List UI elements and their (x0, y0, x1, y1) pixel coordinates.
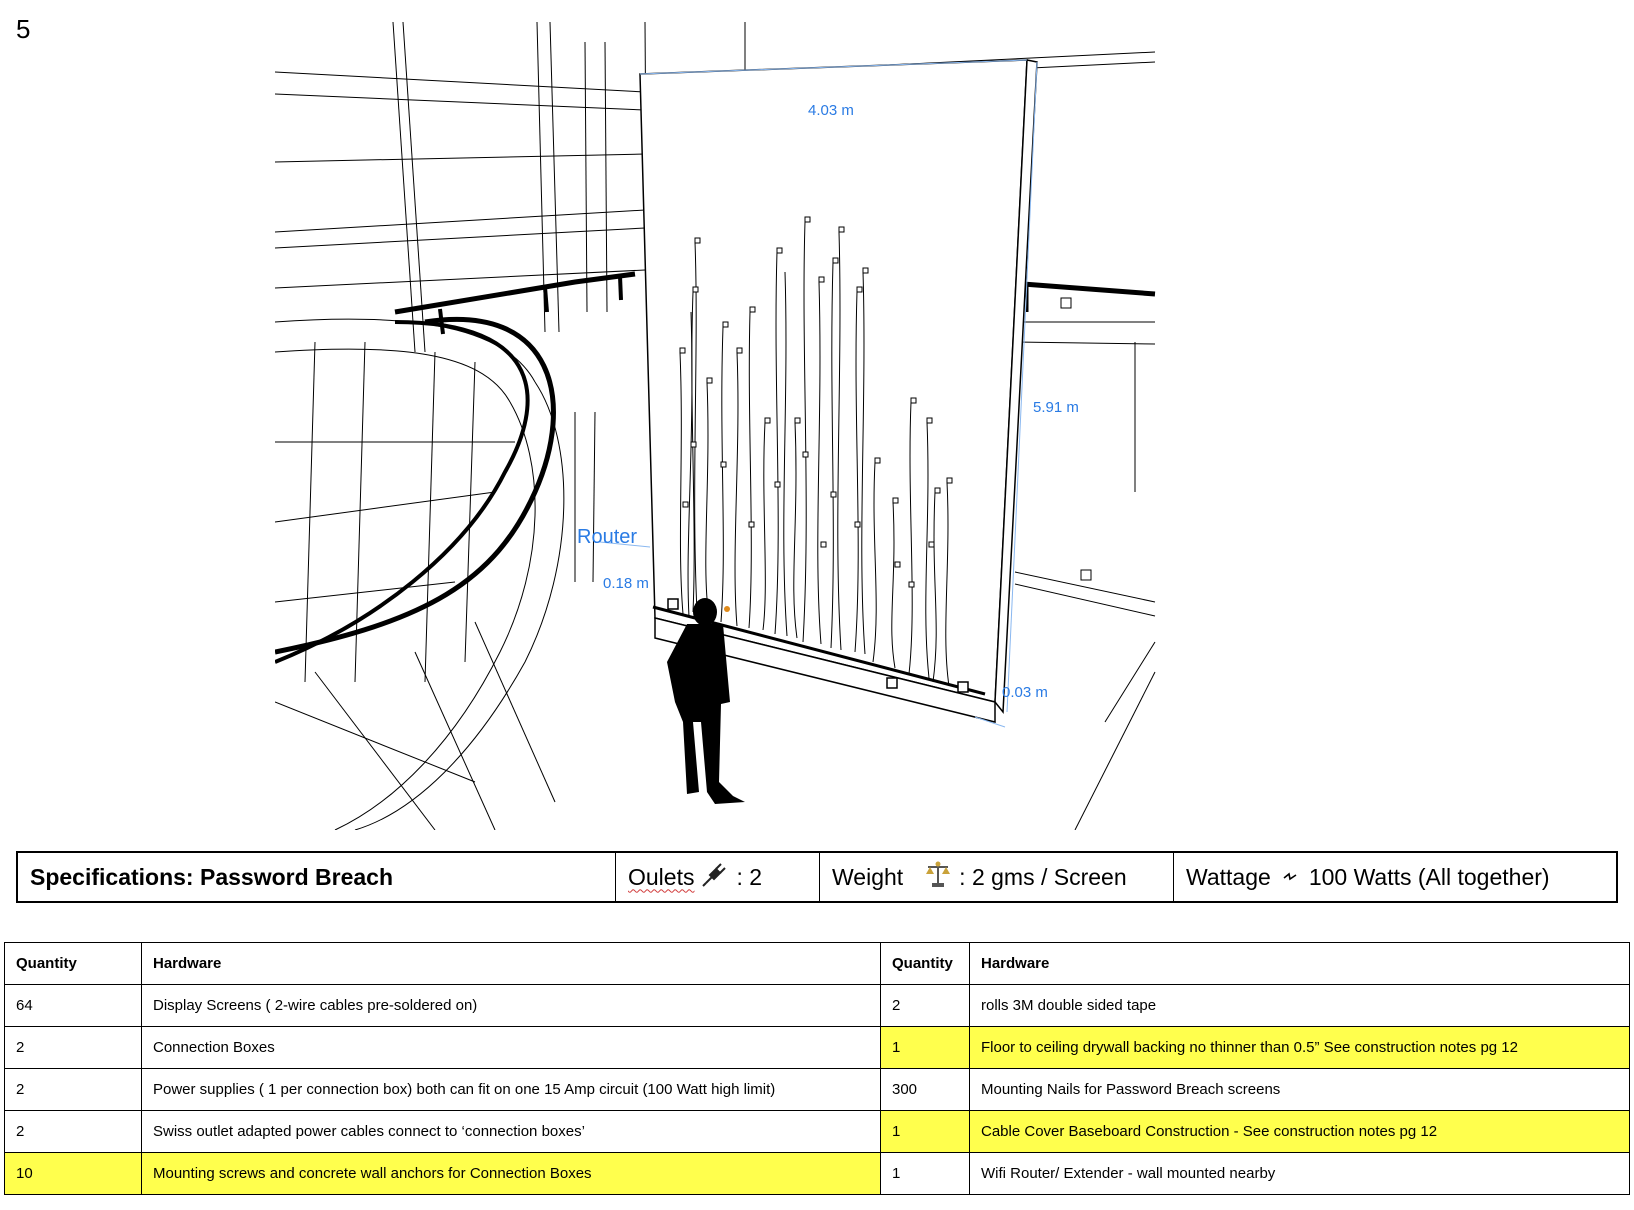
outlets-label: Oulets (628, 863, 695, 890)
hardware-cell: Power supplies ( 1 per connection box) both can fit on one 15 Amp circuit (100 Watt high limit) (142, 1069, 881, 1111)
plug-icon (702, 861, 728, 893)
router-label: Router (577, 526, 638, 548)
header-quantity: Quantity (881, 943, 970, 985)
table-header-row (5, 943, 1630, 985)
hardware-cell: Mounting Nails for Password Breach screens (970, 1069, 1630, 1111)
wattage-value: 100 Watts (All together) (1308, 863, 1550, 890)
spec-wattage (1174, 853, 1616, 901)
hardware-cell: rolls 3M double sided tape (970, 985, 1630, 1027)
weight-value: : 2 gms / Screen (959, 863, 1127, 890)
dim-depth-label: 0.03 m (1002, 684, 1048, 701)
spec-outlets (616, 853, 820, 901)
installation-render (275, 22, 1210, 830)
header-quantity: Quantity (5, 943, 142, 985)
header-hardware: Hardware (142, 943, 881, 985)
dim-height-label: 5.91 m (1033, 399, 1079, 416)
spec-title: Specifications: Password Breach (18, 853, 616, 901)
quantity-cell: 64 (5, 985, 142, 1027)
quantity-cell: 1 (881, 1111, 970, 1153)
quantity-cell: 10 (5, 1153, 142, 1195)
table-row (5, 1027, 1630, 1069)
dim-width-label: 4.03 m (808, 102, 854, 119)
quantity-cell: 2 (5, 1069, 142, 1111)
hardware-cell: Wifi Router/ Extender - wall mounted nearby (970, 1153, 1630, 1195)
hardware-cell: Connection Boxes (142, 1027, 881, 1069)
scale-icon (925, 860, 951, 894)
table-row (5, 1069, 1630, 1111)
dim-offset-label: 0.18 m (603, 575, 649, 592)
hardware-cell: Floor to ceiling drywall backing no thinner than 0.5” See construction notes pg 12 (970, 1027, 1630, 1069)
quantity-cell: 1 (881, 1027, 970, 1069)
quantity-cell: 1 (881, 1153, 970, 1195)
table-row (5, 1111, 1630, 1153)
hardware-cell: Cable Cover Baseboard Construction - See construction notes pg 12 (970, 1111, 1630, 1153)
router-marker (724, 606, 730, 612)
specifications-bar (16, 851, 1618, 903)
table-row (5, 985, 1630, 1027)
page-number: 5 (16, 14, 31, 44)
quantity-cell: 2 (881, 985, 970, 1027)
quantity-cell: 300 (881, 1069, 970, 1111)
hardware-cell: Display Screens ( 2-wire cables pre-soldered on) (142, 985, 881, 1027)
hardware-cell: Mounting screws and concrete wall anchors for Connection Boxes (142, 1153, 881, 1195)
weight-label: Weight (832, 863, 904, 890)
header-hardware: Hardware (970, 943, 1630, 985)
quantity-cell: 2 (5, 1027, 142, 1069)
table-row (5, 1153, 1630, 1195)
lightning-icon (1283, 864, 1297, 891)
hardware-cell: Swiss outlet adapted power cables connect to ‘connection boxes’ (142, 1111, 881, 1153)
hardware-table (4, 942, 1630, 1195)
quantity-cell: 2 (5, 1111, 142, 1153)
wattage-label: Wattage (1186, 863, 1271, 890)
outlets-value: : 2 (736, 863, 763, 890)
spec-weight (820, 853, 1174, 901)
